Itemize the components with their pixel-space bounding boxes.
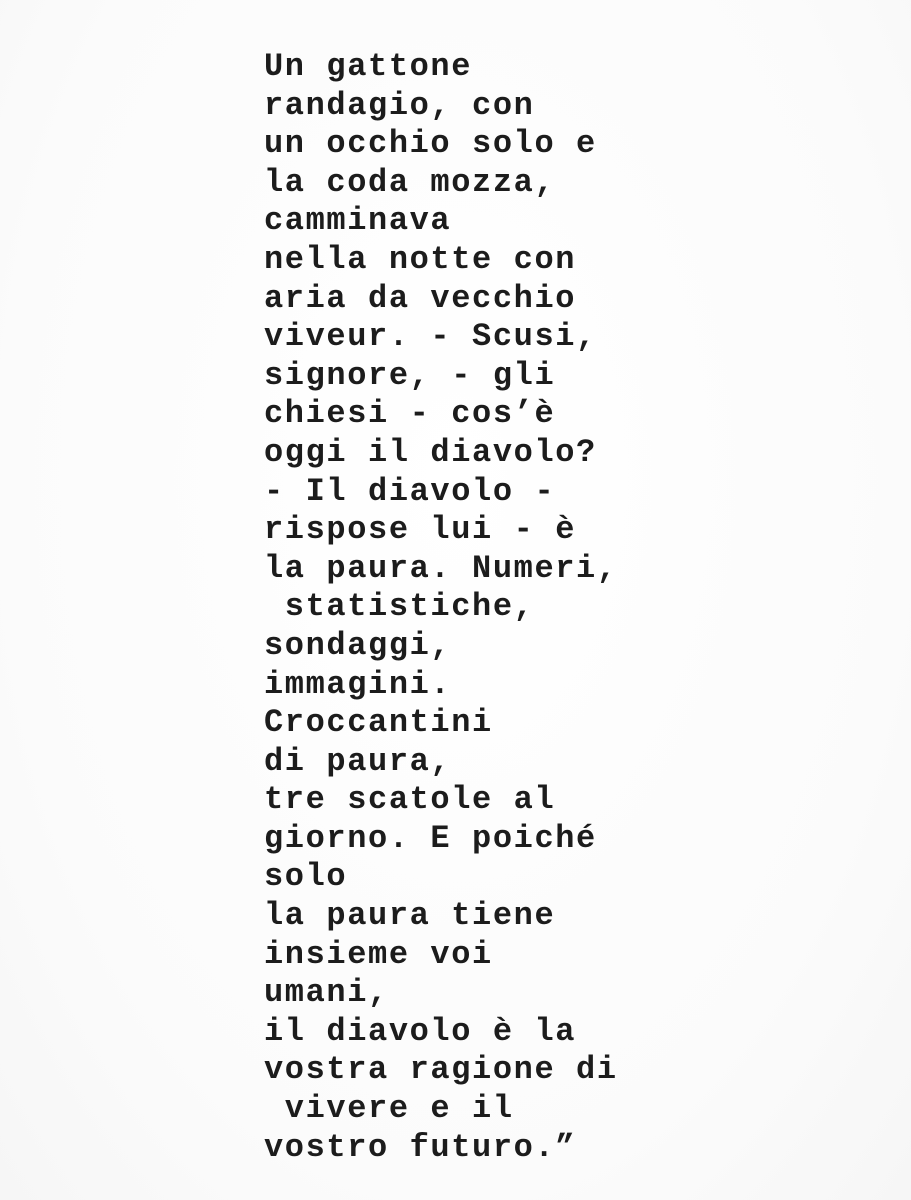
text-line: - Il diavolo - [264,472,556,510]
poem-text [264,48,618,1167]
text-line: signore, - gli [264,356,556,394]
text-line: tre scatole al [264,781,556,819]
text-line: viveur. - Scusi, [264,318,597,356]
text-line: nella notte con [264,240,577,278]
text-line: aria da vecchio [264,279,577,317]
text-line: umani, [264,974,389,1012]
text-line: la paura. Numeri, [264,549,618,587]
text-line: un occhio solo e [264,125,597,163]
text-line: immagini. [264,665,452,703]
text-line: giorno. E poiché [264,819,597,857]
text-line: solo [264,858,348,896]
text-line: la coda mozza, [264,163,556,201]
text-line: randagio, con [264,86,535,124]
text-line: di paura, [264,742,452,780]
text-line: rispose lui - è [264,511,577,549]
text-line: oggi il diavolo? [264,433,597,471]
text-line: vivere e il [264,1090,514,1128]
text-line: insieme voi [264,935,493,973]
text-line: camminava [264,202,452,240]
text-line: statistiche, [264,588,535,626]
text-line: sondaggi, [264,626,452,664]
text-line: Croccantini [264,704,493,742]
text-line: la paura tiene [264,897,556,935]
text-line: Un gattone [264,48,473,85]
text-line: chiesi - cos’è [264,395,556,433]
text-line: vostro futuro.” [264,1128,577,1166]
text-line: il diavolo è la [264,1012,577,1050]
text-line: vostra ragione di [264,1051,618,1089]
